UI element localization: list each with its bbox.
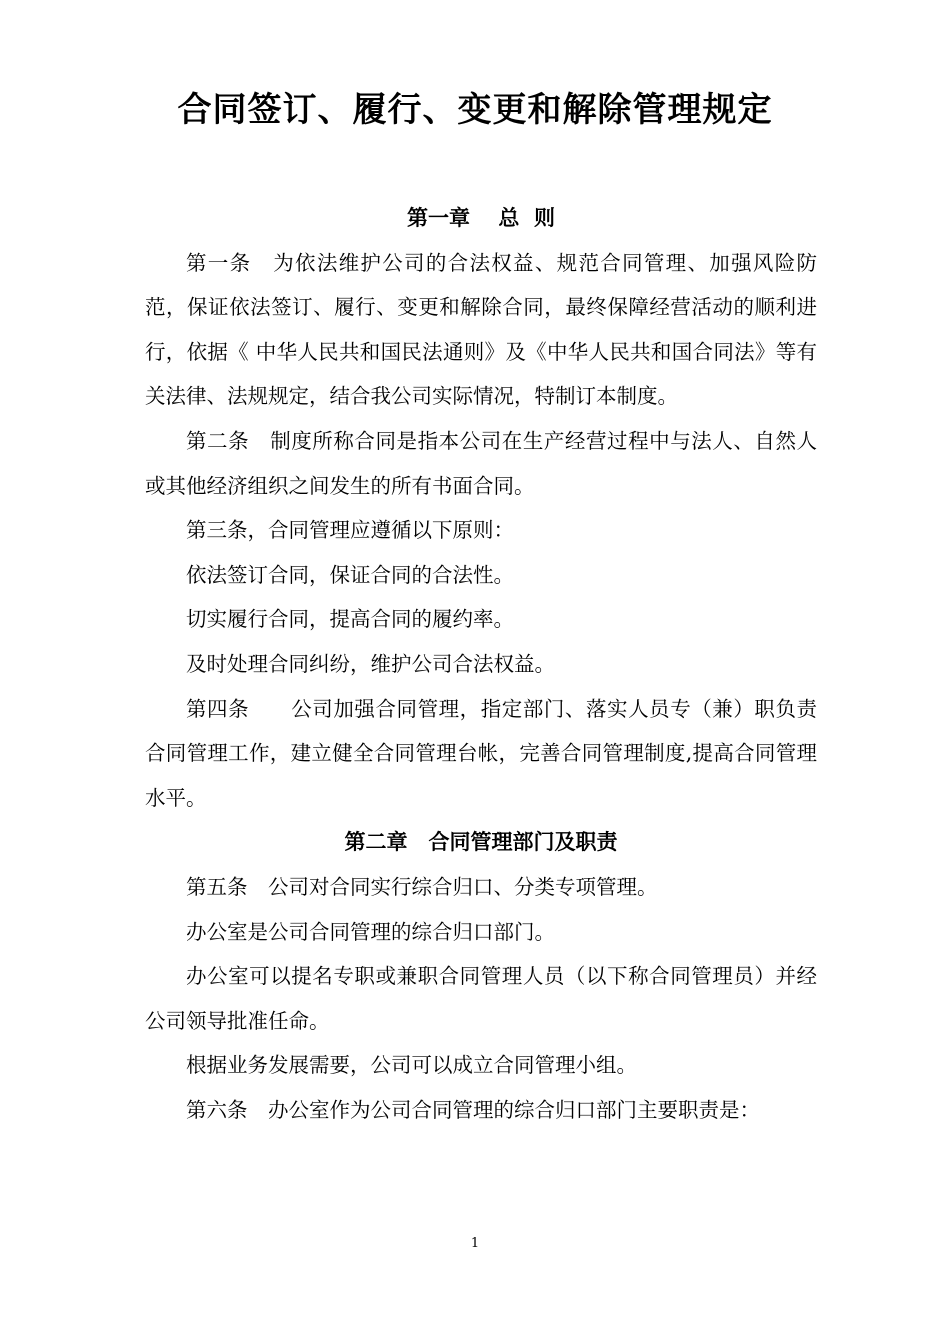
chapter-2-heading: 第二章 合同管理部门及职责: [344, 830, 618, 855]
document-body: [145, 196, 817, 1132]
contract-manager-paragraph: 办公室可以提名专职或兼职合同管理人员（以下称合同管理员）并经公司领导批准任命。: [145, 964, 817, 1033]
article-3-paragraph: 第三条，合同管理应遵循以下原则：: [186, 518, 514, 543]
principle-2-paragraph: 切实履行合同，提高合同的履约率。: [186, 607, 514, 632]
management-group-paragraph: 根据业务发展需要，公司可以成立合同管理小组。: [186, 1053, 637, 1078]
document-title: 合同签订、履行、变更和解除管理规定: [177, 90, 773, 130]
article-6-paragraph: 第六条 办公室作为公司合同管理的综合归口部门主要职责是：: [186, 1097, 760, 1122]
page-number: 1: [470, 1236, 480, 1251]
article-2-paragraph: 第二条 制度所称合同是指本公司在生产经营过程中与法人、自然人或其他经济组织之间发生的所有书面合同。: [145, 428, 817, 498]
article-5-paragraph: 第五条 公司对合同实行综合归口、分类专项管理。: [186, 874, 658, 899]
principle-1-paragraph: 依法签订合同，保证合同的合法性。: [186, 562, 514, 587]
principle-3-paragraph: 及时处理合同纠纷，维护公司合法权益。: [186, 651, 555, 676]
article-4-paragraph: 第四条 公司加强合同管理，指定部门、落实人员专（兼）职负责合同管理工作，建立健全合同管理台帐，完善合同管理制度,提高合同管理水平。: [145, 696, 817, 810]
office-role-paragraph: 办公室是公司合同管理的综合归口部门。: [186, 919, 555, 944]
article-1-paragraph: 第一条 为依法维护公司的合法权益、规范合同管理、加强风险防范，保证依法签订、履行、变更和解除合同，最终保障经营活动的顺利进行，依据《 中华人民共和国民法通则》及《中华人民共和国合同法》等有关法律、法规规定，结合我公司实际情况，特制订本制度。: [145, 250, 817, 409]
chapter-1-heading: 第一章 总 则: [407, 206, 555, 230]
